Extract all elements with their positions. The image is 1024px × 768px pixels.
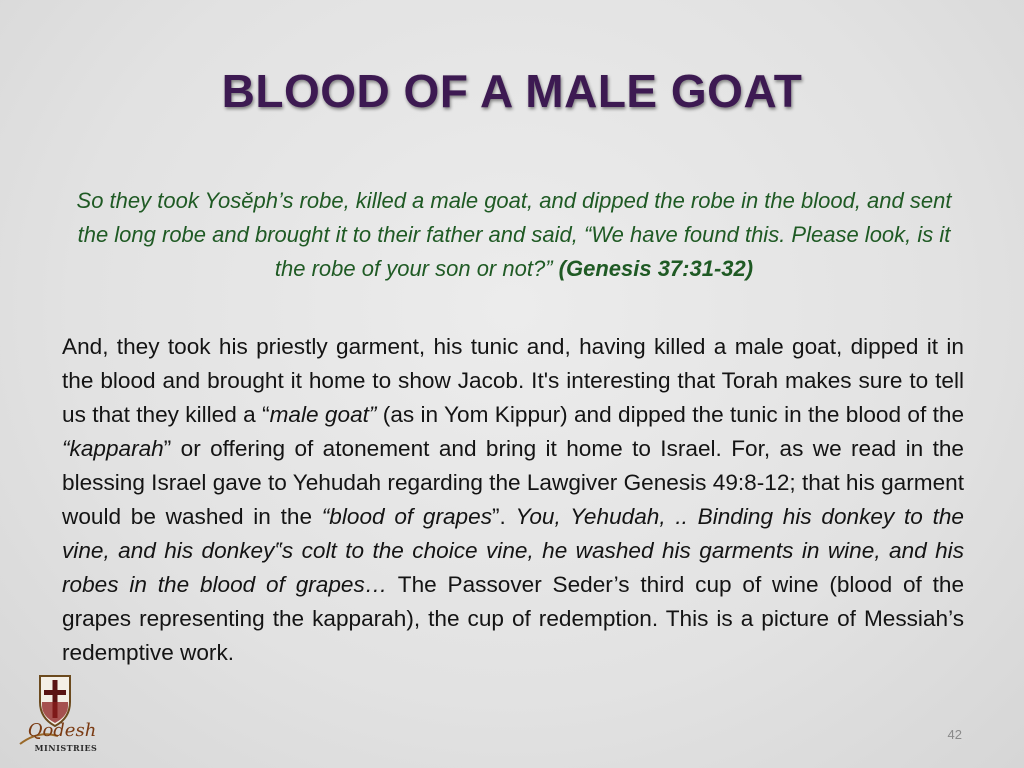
logo-sub-text: MINISTRIES xyxy=(34,743,98,753)
quote-text: So they took Yosěph’s robe, killed a male goat, and dipped the robe in the blood, and sent the long robe and brought it to their father and said, “We have found this. Please look, is it the robe of your son or not?” xyxy=(76,188,952,281)
body-text-2: (as in Yom Kippur) and dipped the tunic in the blood of the xyxy=(376,402,965,427)
scripture-reference: (Genesis 37:31-32) xyxy=(558,256,754,281)
logo-script-text: Qodesh xyxy=(27,720,97,741)
page-number: 42 xyxy=(947,727,962,742)
body-paragraph xyxy=(62,330,964,670)
scripture-quote xyxy=(72,184,956,286)
body-text-1: And, they took his priestly garment, his tunic and, having killed a male goat, dipped it in the blood and brought it home to show Jacob. It's interesting that Torah makes sure to tell us that they killed a “ xyxy=(62,334,964,427)
body-emphasis-male-goat: male goat” xyxy=(269,402,377,427)
slide-title: BLOOD OF A MALE GOAT xyxy=(221,65,803,117)
body-text-5: The Passover Seder’s third cup of wine (blood of the grapes representing the kapparah), the cup of redemption. This is a picture of Messiah’s redemptive work. xyxy=(62,572,965,665)
body-emphasis-genesis-quote: You, Yehudah, .. Binding his donkey to the vine, and his donkey‟s colt to the choice vine, he washed his garments in wine, and his robes in the blood of grapes… xyxy=(62,504,964,597)
body-emphasis-kapparah: “kapparah xyxy=(62,436,164,461)
body-text-4: ”. xyxy=(492,504,516,529)
body-text-3: ” or offering of atonement and bring it home to Israel. For, as we read in the blessing Israel gave to Yehudah regarding the Lawgiver Genesis 49:8-12; that his garment would be washed in the xyxy=(62,436,964,529)
body-emphasis-blood-of-grapes: “blood of grapes xyxy=(321,504,492,529)
qodesh-ministries-logo xyxy=(14,672,102,760)
